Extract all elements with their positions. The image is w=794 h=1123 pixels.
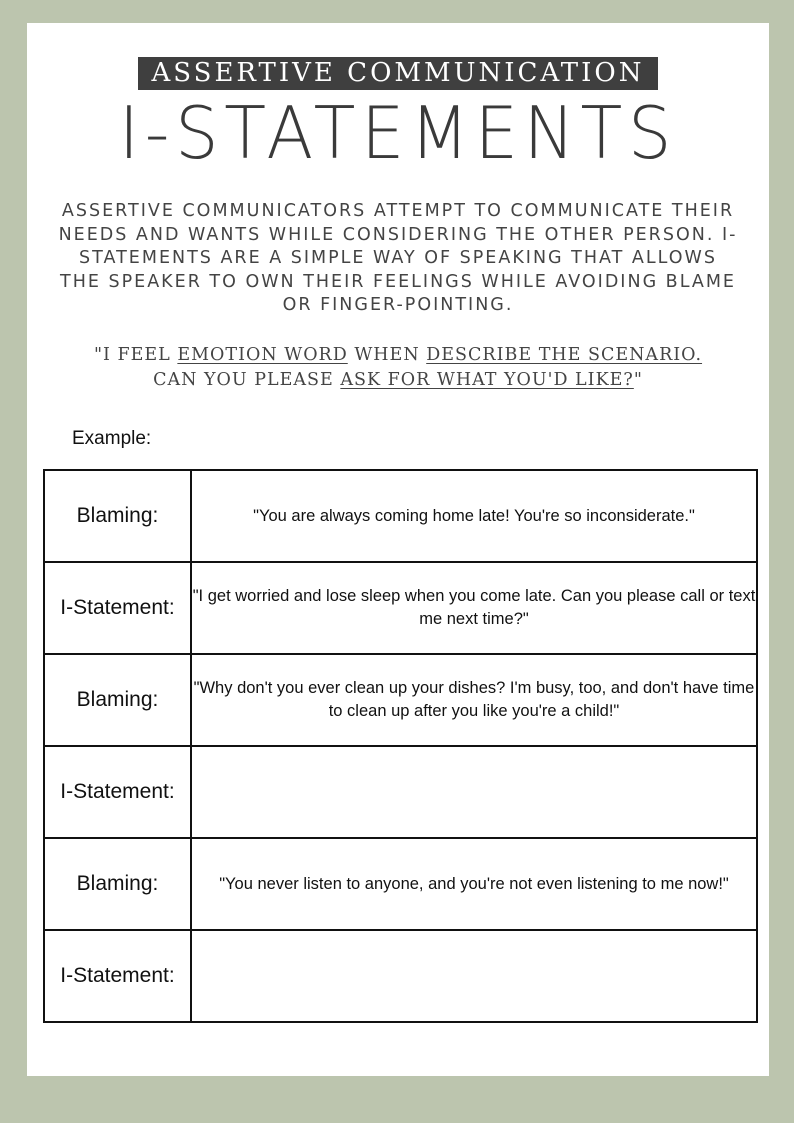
- formula-text: WHEN: [347, 345, 427, 365]
- row-label: Blaming:: [44, 654, 191, 746]
- example-label: Example:: [72, 428, 152, 449]
- row-label: Blaming:: [44, 470, 191, 562]
- table-row: [44, 470, 757, 562]
- answer-blank-cell[interactable]: [191, 746, 757, 838]
- worksheet-page: [27, 23, 769, 1076]
- row-text: "Why don't you ever clean up your dishes? I'm busy, too, and don't have time to clean up after you like you're a child!": [191, 654, 757, 746]
- row-label: Blaming:: [44, 838, 191, 930]
- page-title: I-STATEMENTS: [118, 91, 678, 175]
- i-statement-formula: [47, 343, 749, 393]
- table-row: [44, 930, 757, 1022]
- formula-blank-ask: ASK FOR WHAT YOU'D LIKE?: [340, 370, 634, 390]
- banner-container: [27, 57, 769, 90]
- formula-blank-emotion: EMOTION WORD: [177, 345, 348, 365]
- answer-blank-cell[interactable]: [191, 930, 757, 1022]
- banner-heading: ASSERTIVE COMMUNICATION: [138, 57, 658, 90]
- intro-paragraph: ASSERTIVE COMMUNICATORS ATTEMPT TO COMMUNICATE THEIR NEEDS AND WANTS WHILE CONSIDERING THE OTHER PERSON. I-STATEMENTS ARE A SIMPLE WAY OF SPEAKING THAT ALLOWS THE SPEAKER TO OWN THEIR FEELINGS WHILE AVOIDING BLAME OR FINGER-POINTING.: [58, 201, 738, 315]
- table-row: [44, 654, 757, 746]
- table-row: [44, 746, 757, 838]
- row-text: "You never listen to anyone, and you're not even listening to me now!": [191, 838, 757, 930]
- row-text: "I get worried and lose sleep when you come late. Can you please call or text me next time?": [191, 562, 757, 654]
- formula-text: ": [633, 370, 643, 390]
- row-label: I-Statement:: [44, 746, 191, 838]
- formula-text: CAN YOU PLEASE: [153, 370, 341, 390]
- formula-blank-scenario: DESCRIBE THE SCENARIO.: [426, 345, 703, 365]
- formula-text: "I FEEL: [93, 345, 178, 365]
- row-label: I-Statement:: [44, 930, 191, 1022]
- row-label: I-Statement:: [44, 562, 191, 654]
- statements-table: [43, 469, 758, 1023]
- table-row: [44, 562, 757, 654]
- row-text: "You are always coming home late! You're so inconsiderate.": [191, 470, 757, 562]
- table-row: [44, 838, 757, 930]
